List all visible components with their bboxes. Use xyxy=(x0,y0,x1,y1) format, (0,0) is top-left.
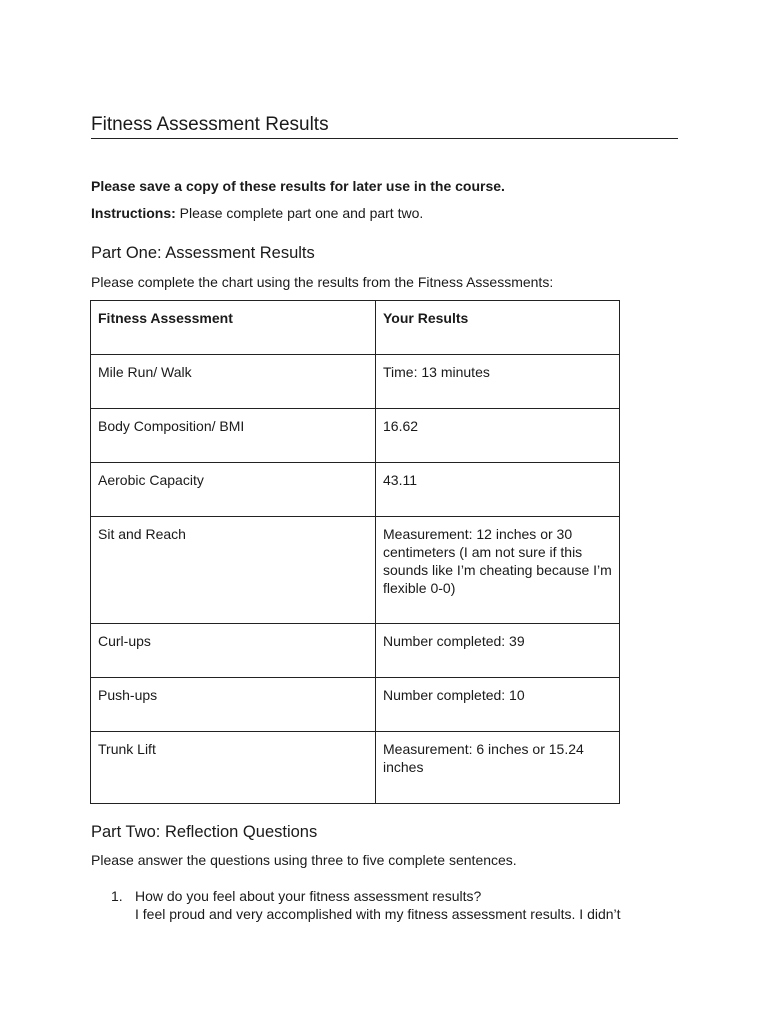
table-row xyxy=(91,732,620,804)
table-row xyxy=(91,678,620,732)
column-header-results: Your Results xyxy=(376,301,620,355)
answer-text: I feel proud and very accomplished with my fitness assessment results. I didn’t xyxy=(135,906,621,922)
result-cell: Time: 13 minutes xyxy=(376,355,620,409)
instructions-label: Instructions: xyxy=(91,205,176,221)
assessment-cell: Curl-ups xyxy=(91,624,376,678)
column-header-assessment: Fitness Assessment xyxy=(91,301,376,355)
instructions xyxy=(91,204,423,222)
result-cell: Number completed: 10 xyxy=(376,678,620,732)
assessment-cell: Sit and Reach xyxy=(91,517,376,624)
result-cell: Measurement: 12 inches or 30 centimeters (I am not sure if this sounds like I’m cheating because I’m flexible 0-0) xyxy=(376,517,620,624)
table-row xyxy=(91,624,620,678)
part-one-intro: Please complete the chart using the results from the Fitness Assessments: xyxy=(91,274,554,290)
save-note: Please save a copy of these results for later use in the course. xyxy=(91,178,505,194)
part-two-heading: Part Two: Reflection Questions xyxy=(91,823,318,841)
assessment-cell: Trunk Lift xyxy=(91,732,376,804)
result-cell: Number completed: 39 xyxy=(376,624,620,678)
result-cell: 43.11 xyxy=(376,463,620,517)
table-row xyxy=(91,517,620,624)
assessment-cell: Body Composition/ BMI xyxy=(91,409,376,463)
result-cell: Measurement: 6 inches or 15.24 inches xyxy=(376,732,620,804)
table-row xyxy=(91,463,620,517)
table-row xyxy=(91,409,620,463)
question-text: How do you feel about your fitness assessment results? xyxy=(135,888,482,904)
assessment-cell: Aerobic Capacity xyxy=(91,463,376,517)
part-two-intro: Please answer the questions using three to five complete sentences. xyxy=(91,852,517,868)
results-table xyxy=(90,300,620,804)
result-cell: 16.62 xyxy=(376,409,620,463)
part-one-heading: Part One: Assessment Results xyxy=(91,244,315,262)
question-number: 1. xyxy=(111,888,123,904)
assessment-cell: Mile Run/ Walk xyxy=(91,355,376,409)
page-title: Fitness Assessment Results xyxy=(91,113,678,139)
assessment-cell: Push-ups xyxy=(91,678,376,732)
instructions-text: Please complete part one and part two. xyxy=(179,205,424,221)
table-row xyxy=(91,355,620,409)
table-header-row xyxy=(91,301,620,355)
